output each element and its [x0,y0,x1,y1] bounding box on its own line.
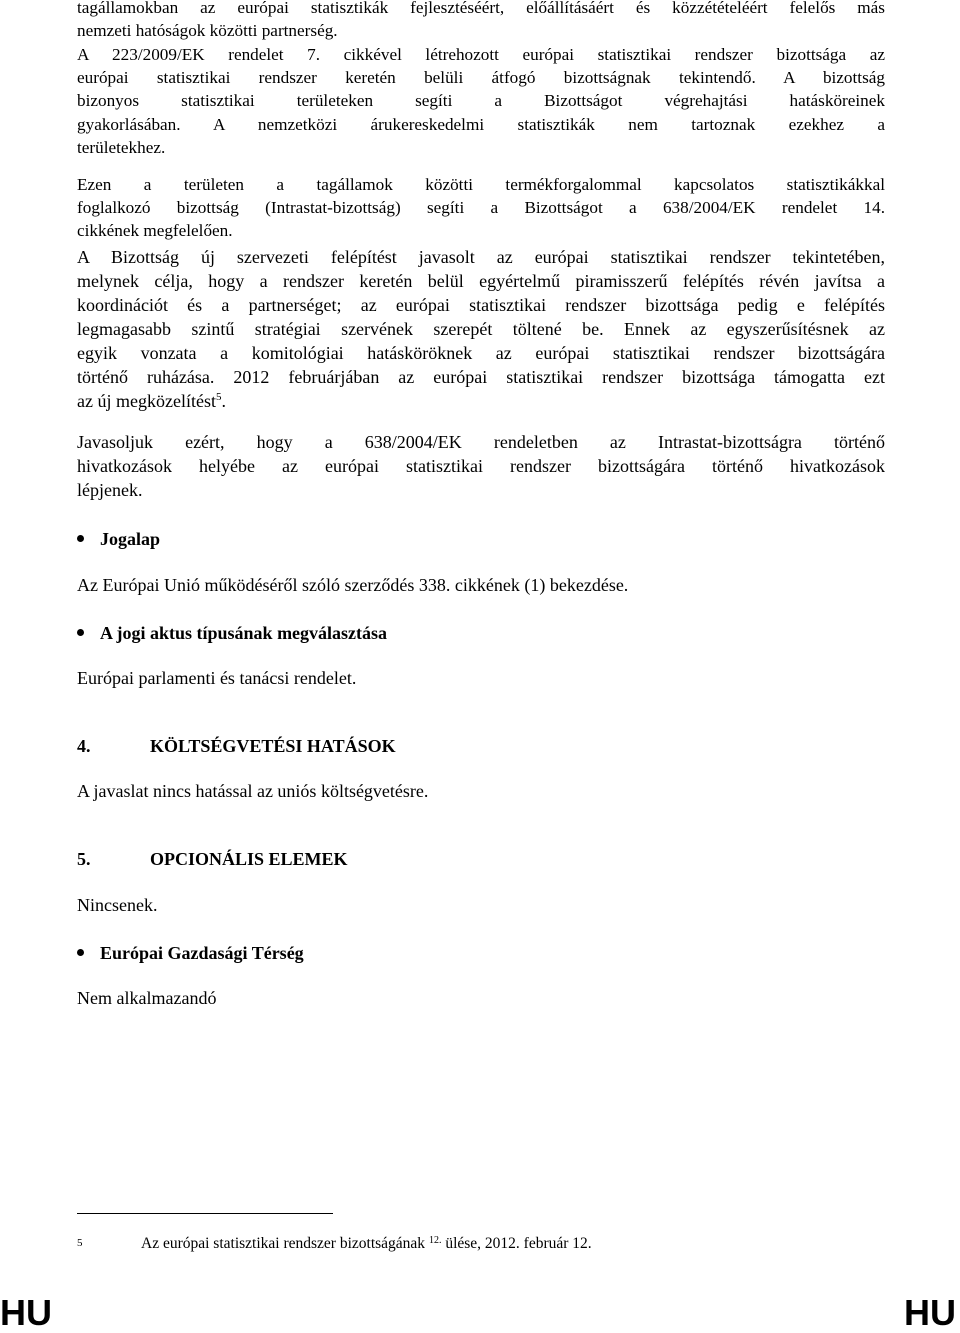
paragraph-intrastat-committee [77,173,885,243]
text-line: cikkének megfelelően. [77,221,233,241]
footnote-number: 5 [77,1237,83,1249]
text-line: lépjenek. [77,480,143,500]
eea-text: Nem alkalmazandó [77,988,217,1008]
bullet-icon [77,629,84,636]
footnote-separator [77,1213,333,1214]
text-fragment: . [221,391,226,411]
paragraph-proposal [77,430,885,502]
instrument-choice-heading [77,621,387,645]
text-line: A 223/2009/EK rendelet 7. cikkével létrehozott európai statisztikai rendszer bizottsága az [77,45,885,64]
bullet-icon [77,949,84,956]
text-line: nemzeti hatóságok közötti partnerség. [77,21,338,41]
text-line: területekhez. [77,137,166,157]
text-line: tagállamokban az európai statisztikák fejlesztéséért, előállításáért és közzétételéért felelős más [77,0,885,17]
paragraph-new-structure [77,245,885,413]
heading-text: A jogi aktus típusának megválasztása [100,623,388,643]
text-line: európai statisztikai rendszer keretén belüli átfogó bizottságnak tekintendő. A bizottság [77,68,885,88]
language-code-left: HU [0,1292,52,1333]
language-code-right: HU [904,1292,956,1333]
paragraph-partnership [77,0,885,42]
section-5-text: Nincsenek. [77,895,158,915]
bullet-icon [77,535,84,542]
text-line: gyakorlásában. A nemzetközi árukereskedelmi statisztikák nem tartoznak ezekhez a [77,114,885,134]
paragraph-ess-committee [77,43,885,159]
footnote-superscript: 12. [428,1235,442,1246]
heading-text: Európai Gazdasági Térség [100,943,304,963]
text-line: hivatkozások helyébe az európai statisztikai rendszer bizottságára történő hivatkozások [77,456,885,476]
text-line: Javasoljuk ezért, hogy a 638/2004/EK rendeletben az Intrastat-bizottságra történő [77,432,885,452]
legal-basis-heading [77,527,160,551]
section-title: OPCIONÁLIS ELEMEK [150,849,348,869]
text-line [77,389,885,413]
footnote-text: ülése, 2012. február 12. [441,1235,592,1252]
section-4-heading [77,734,396,758]
footnote [77,1234,592,1254]
section-5-heading [77,847,348,871]
text-line: történő ruházása. 2012 februárjában az európai statisztikai rendszer bizottsága támogatta ezt [77,367,885,387]
section-title: KÖLTSÉGVETÉSI HATÁSOK [150,736,396,756]
footnote-reference[interactable]: 5 [215,391,222,403]
text-line: legmagasabb szintű stratégiai szervének szerepét töltené be. Ennek az egyszerűsítésnek az [77,319,885,339]
eea-heading [77,941,304,965]
text-line: Ezen a területen a tagállamok közötti termékforgalommal kapcsolatos statisztikákkal [77,175,885,194]
instrument-choice-text: Európai parlamenti és tanácsi rendelet. [77,668,357,688]
heading-text: Jogalap [100,529,161,549]
section-number: 4. [77,736,91,756]
legal-basis-text: Az Európai Unió működéséről szóló szerződés 338. cikkének (1) bekezdése. [77,575,629,595]
section-4-text: A javaslat nincs hatással az uniós költségvetésre. [77,781,429,801]
text-line: bizonyos statisztikai területeken segíti a Bizottságot végrehajtási hatásköreinek [77,91,885,111]
text-line: A Bizottság új szervezeti felépítést javasolt az európai statisztikai rendszer tekintetében, [77,247,885,267]
text-line: melynek célja, hogy a rendszer keretén belül egyértelmű piramisszerű felépítés révén javítsa a [77,271,885,291]
section-number: 5. [77,849,91,869]
text-fragment: az új megközelítést [77,391,216,411]
footnote-text: Az európai statisztikai rendszer bizottságának [141,1235,429,1252]
text-line: koordinációt és a partnerséget; az európai statisztikai rendszer bizottsága pedig e felépítés [77,295,885,315]
text-line: egyik vonzata a komitológiai hatásköröknek az európai statisztikai rendszer bizottságára [77,343,885,363]
text-line: foglalkozó bizottság (Intrastat-bizottság) segíti a Bizottságot a 638/2004/EK rendelet 14. [77,198,885,218]
